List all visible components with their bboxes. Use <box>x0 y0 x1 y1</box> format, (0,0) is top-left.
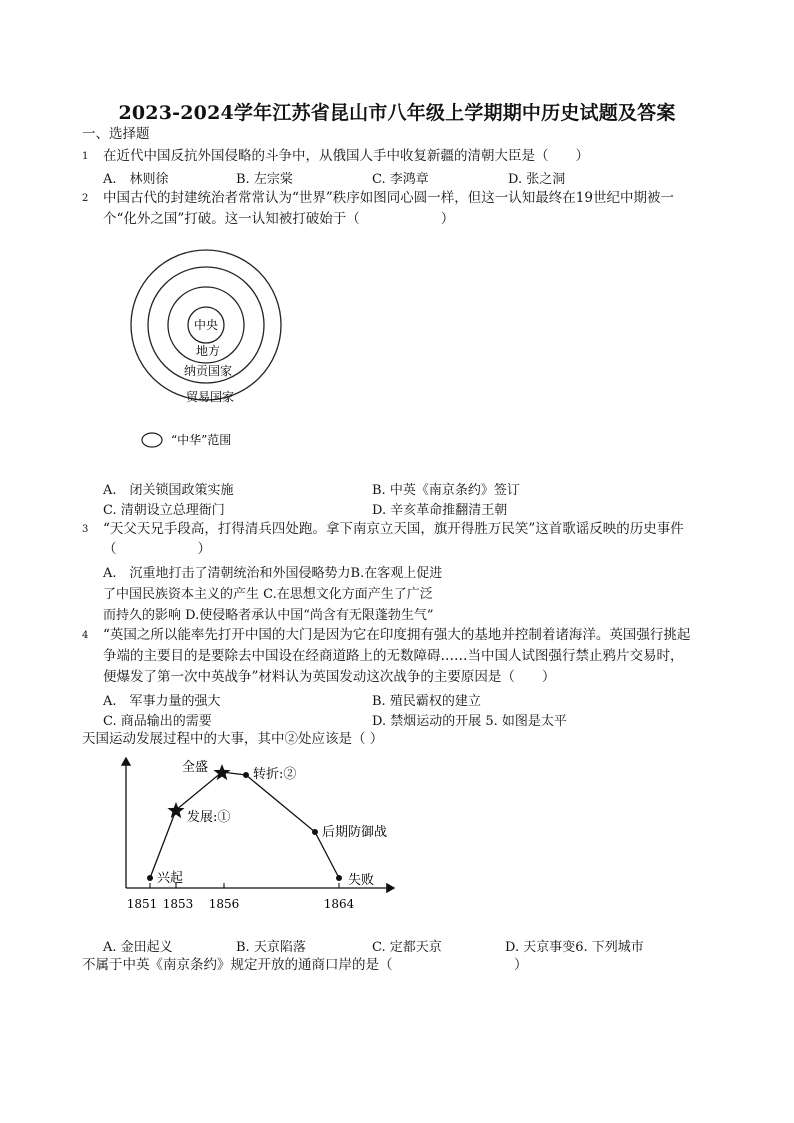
page-title: 2023-2024学年江苏省昆山市八年级上学期期中历史试题及答案 <box>118 102 676 124</box>
point-defeat <box>336 875 342 881</box>
label-local: 地方 <box>195 344 221 358</box>
option-b: B. 殖民霸权的建立 <box>372 694 481 709</box>
question-number: 1 <box>82 151 89 162</box>
legend-label: “中华”范围 <box>171 433 232 447</box>
option-b: B. 天京陷落 <box>236 940 306 955</box>
question-stem: “英国之所以能率先打开中国的大门是因为它在印度拥有强大的基地并控制着诸海洋。英国强行挑起 <box>103 627 691 643</box>
option-c: C. 清朝设立总理衙门 <box>103 503 225 518</box>
legend-ellipse-icon <box>142 433 162 447</box>
point-rise <box>147 875 153 881</box>
question-stem: 天国运动发展过程中的大事，其中②处应该是（ ） <box>82 731 384 747</box>
trend-line <box>150 772 339 878</box>
option-c: C. 商品输出的需要 <box>103 714 212 729</box>
point-turning <box>243 772 249 778</box>
label-defeat: 失败 <box>348 873 375 888</box>
section-heading: 一、选择题 <box>82 126 150 142</box>
label-peak: 全盛 <box>182 760 209 775</box>
label-tributary: 纳贡国家 <box>183 364 233 378</box>
taiping-timeline-figure <box>110 750 410 915</box>
option-a: A. 军事力量的强大 <box>103 694 221 709</box>
option-c: C. 定都天京 <box>372 940 442 955</box>
year-1853: 1853 <box>162 897 194 911</box>
options-line: 而持久的影响 D.使侵略者承认中国“尚含有无限蓬勃生气” <box>103 608 434 623</box>
option-d: D. 天京事变6. 下列城市 <box>505 940 644 955</box>
option-a: A. 闭关锁国政策实施 <box>103 483 234 498</box>
question-stem: 争端的主要目的是要除去中国设在经商道路上的无数障碍……当中国人试图强行禁止鸦片交易时， <box>103 648 684 664</box>
point-defense <box>312 829 318 835</box>
label-late-defense: 后期防御战 <box>322 825 388 840</box>
option-d: D. 张之洞 <box>508 172 566 187</box>
year-1864: 1864 <box>323 897 355 911</box>
option-a: A. 金田起义 <box>103 940 173 955</box>
option-d: D. 禁烟运动的开展 5. 如图是太平 <box>372 714 567 729</box>
question-stem: 个“化外之国”打破。这一认知被打破始于（ ） <box>103 211 455 227</box>
label-center: 中央 <box>193 318 219 332</box>
question-stem: 在近代中国反抗外国侵略的斗争中，从俄国人手中收复新疆的清朝大臣是（ ） <box>103 148 589 164</box>
question-stem: 不属于中英《南京条约》规定开放的通商口岸的是（ ） <box>82 957 528 973</box>
question-stem: （ ） <box>103 541 211 557</box>
option-b: B. 左宗棠 <box>236 172 293 187</box>
year-1856: 1856 <box>208 897 240 911</box>
question-stem: 便爆发了第一次中英战争”材料认为英国发动这次战争的主要原因是（ ） <box>103 669 556 685</box>
question-number: 3 <box>82 524 89 535</box>
label-rise: 兴起 <box>157 871 184 886</box>
options-line: A. 沉重地打击了清朝统治和外国侵略势力B.在客观上促进 <box>103 566 443 581</box>
option-a: A. 林则徐 <box>103 172 169 187</box>
option-b: B. 中英《南京条约》签订 <box>372 483 520 498</box>
options-line: 了中国民族资本主义的产生 C.在思想文化方面产生了广泛 <box>103 587 433 602</box>
option-d: D. 辛亥革命推翻清王朝 <box>372 503 508 518</box>
concentric-circles-figure <box>130 235 310 455</box>
question-stem: 中国古代的封建统治者常常认为“世界”秩序如图同心圆一样，但这一认知最终在19世纪中期被一 <box>103 190 674 206</box>
label-turning: 转折:② <box>253 767 297 782</box>
label-trade: 贸易国家 <box>185 390 235 404</box>
year-1851: 1851 <box>126 897 158 911</box>
question-number: 2 <box>82 193 89 204</box>
question-number: 4 <box>82 630 89 641</box>
question-stem: “天父天兄手段高，打得清兵四处跑。拿下南京立天国，旗开得胜万民笑”这首歌谣反映的历史事件 <box>103 521 684 537</box>
label-development: 发展:① <box>187 810 231 825</box>
option-c: C. 李鸿章 <box>372 172 429 187</box>
